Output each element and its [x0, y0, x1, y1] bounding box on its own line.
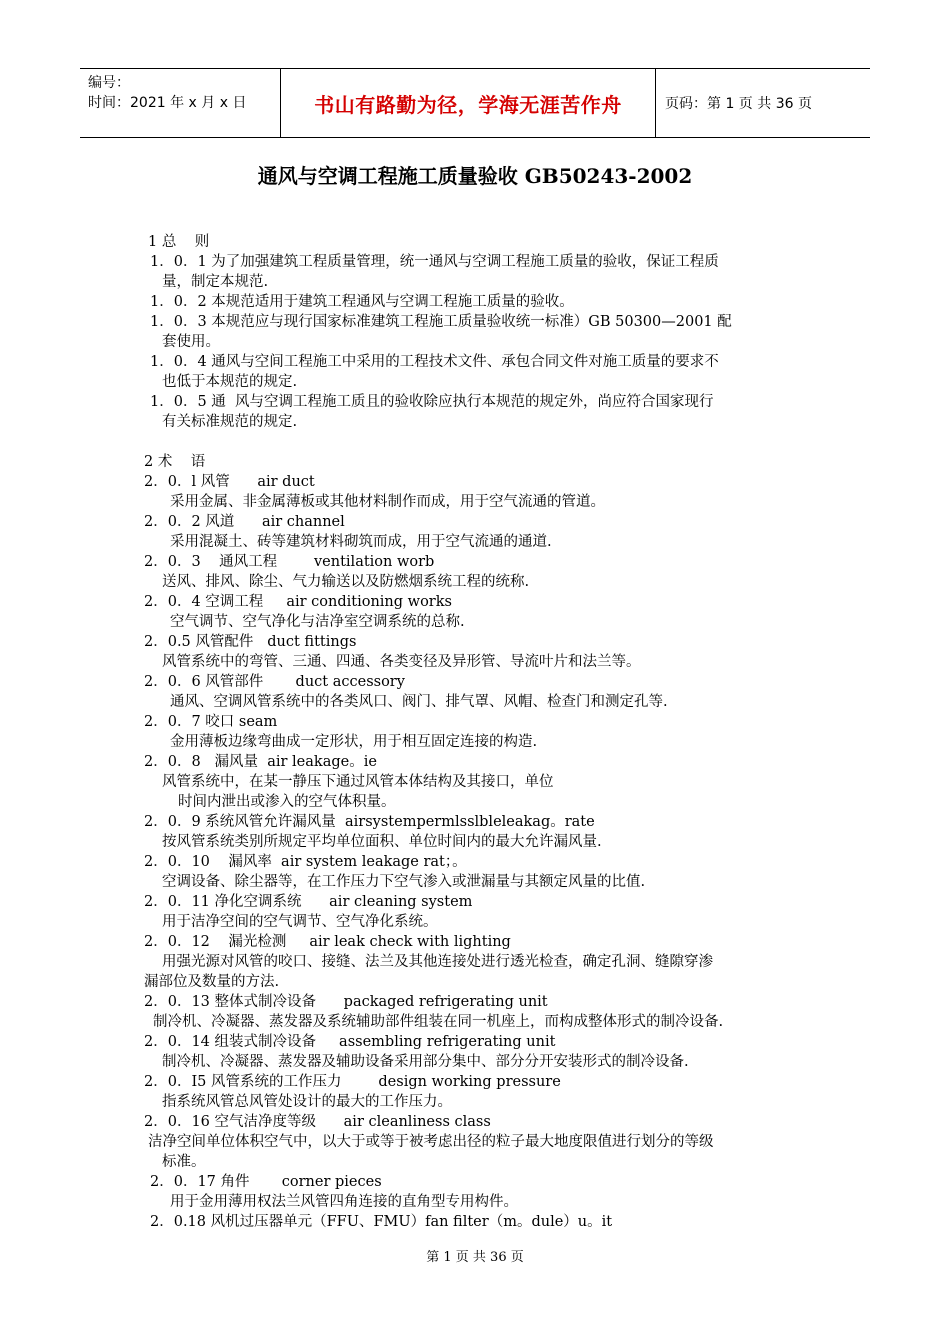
text-line: 1．0．4 通风与空间工程施工中采用的工程技术文件、承包合同文件对施工质量的要求不 [150, 354, 719, 370]
text-line: 用强光源对风管的咬口、接缝、法兰及其他连接处进行透光检查，确定孔洞、缝隙穿渗 [162, 954, 713, 970]
text-line: 2．0．I5 风管系统的工作压力 design working pressure [144, 1074, 561, 1090]
header-motto-cell [280, 69, 656, 137]
text-line: 2．0．3 通风工程 ventilation worb [144, 554, 435, 570]
text-line: 套使用。 [162, 334, 220, 350]
page-info: 页码：第 1 页 共 36 页 [665, 96, 812, 112]
page-title: 通风与空调工程施工质量验收 GB50243-2002 [257, 164, 693, 188]
text-line: 2．0．8 漏风量 air leakage。ie [144, 754, 377, 770]
text-line: 2．0．10 漏风率 air system leakage rat；。 [144, 854, 467, 870]
text-line: 送风、排风、除尘、气力输送以及防燃烟系统工程的统称. [162, 574, 530, 590]
text-line: 2．0．6 风管部件 duct accessory [144, 674, 405, 690]
text-line: 风管系统中，在某一静压下通过风管本体结构及其接口，单位 [162, 774, 554, 790]
text-line: 1．0．5 通 风与空调工程施工质且的验收除应执行本规范的规定外，尚应符合国家现行 [150, 394, 714, 410]
document-date: 时间：2021 年 x 月 x 日 [88, 95, 247, 111]
text-line: 1．0．3 本规范应与现行国家标准建筑工程施工质量验收统一标准）GB 50300—2001 配 [150, 314, 732, 330]
text-line: 2．0．13 整体式制冷设备 packaged refrigerating unit [144, 994, 548, 1010]
text-line: 空气调节、空气净化与洁净室空调系统的总称. [170, 614, 465, 630]
text-line: 用于洁净空间的空气调节、空气净化系统。 [162, 914, 438, 930]
text-line: 2．0．14 组装式制冷设备 assembling refrigerating unit [144, 1034, 556, 1050]
text-line: 标准。 [162, 1154, 206, 1170]
text-line: 通风、空调风管系统中的各类风口、阀门、排气罩、风帽、检查门和测定孔等. [170, 694, 668, 710]
page-footer: 第 1 页 共 36 页 [426, 1250, 524, 1265]
text-line: 用于金用薄用权法兰风管四角连接的直角型专用构件。 [170, 1194, 518, 1210]
text-line: 洁净空间单位体积空气中，以大于或等于被考虑出径的粒子最大地度限值进行划分的等级 [148, 1134, 714, 1150]
text-line: 2．0．11 净化空调系统 air cleaning system [144, 894, 473, 910]
text-line: 有关标准规范的规定. [162, 414, 298, 430]
text-line: 制冷机、冷凝器、蒸发器及系统辅助部件组装在同一机座上，而构成整体形式的制冷设备. [153, 1014, 724, 1030]
text-line: 采用混凝土、砖等建筑材料砌筑而成，用于空气流通的通道. [170, 534, 552, 550]
text-line: 也低于本规范的规定. [162, 374, 298, 390]
text-line: 2．0．4 空调工程 air conditioning works [144, 594, 452, 610]
text-line: 2．0．7 咬口 seam [144, 714, 278, 730]
header-motto: 书山有路勤为径，学海无涯苦作舟 [314, 92, 622, 117]
text-line: 量，制定本规范. [162, 274, 269, 290]
text-line: 金用薄板边缘弯曲成一定形状，用于相互固定连接的构造. [170, 734, 538, 750]
text-line: 制冷机、冷凝器、蒸发器及辅助设备采用部分集中、部分分开安装形式的制冷设备. [162, 1054, 689, 1070]
header-table [80, 68, 870, 138]
text-line: 2．0．17 角件 corner pieces [150, 1174, 382, 1190]
text-line: 时间内泄出或渗入的空气体积量。 [178, 794, 396, 810]
text-line: 1．0．1 为了加强建筑工程质量管理，统一通风与空调工程施工质量的验收，保证工程质 [150, 254, 719, 270]
text-line: 漏部位及数量的方法. [144, 974, 280, 990]
document-number-label: 编号： [88, 75, 130, 91]
text-line: 2．0．l 风管 air duct [144, 474, 315, 490]
text-line: 2．0．16 空气洁净度等级 air cleanliness class [144, 1114, 491, 1130]
text-line: 2．0．12 漏光检测 air leak check with lighting [144, 934, 511, 950]
text-line: 指系统风管总风管处设计的最大的工作压力。 [162, 1094, 452, 1110]
text-line: 2．0.18 风机过压器单元（FFU、FMU）fan filter（m。dule）u。it [150, 1214, 613, 1230]
text-line: 1．0．2 本规范适用于建筑工程通风与空调工程施工质量的验收。 [150, 294, 574, 310]
text-line: 风管系统中的弯管、三通、四通、各类变径及异形管、导流叶片和法兰等。 [162, 654, 641, 670]
text-line: 2 术 语 [144, 454, 206, 470]
text-line: 2．0．2 风道 air channel [144, 514, 345, 530]
text-line: 2．0．9 系统风管允许漏风量 airsystempermlsslbleleakag。rate [144, 814, 595, 830]
header-meta [80, 69, 280, 137]
text-line: 按风管系统类别所规定平均单位面积、单位时间内的最大允许漏风量. [162, 834, 602, 850]
text-line: 1 总 则 [148, 234, 210, 250]
text-line: 2．0.5 风管配件 duct fittings [144, 634, 357, 650]
text-line: 空调设备、除尘器等，在工作压力下空气渗入或泄漏量与其额定风量的比值. [162, 874, 646, 890]
text-line: 采用金属、非金属薄板或其他材料制作而成，用于空气流通的管道。 [170, 494, 605, 510]
